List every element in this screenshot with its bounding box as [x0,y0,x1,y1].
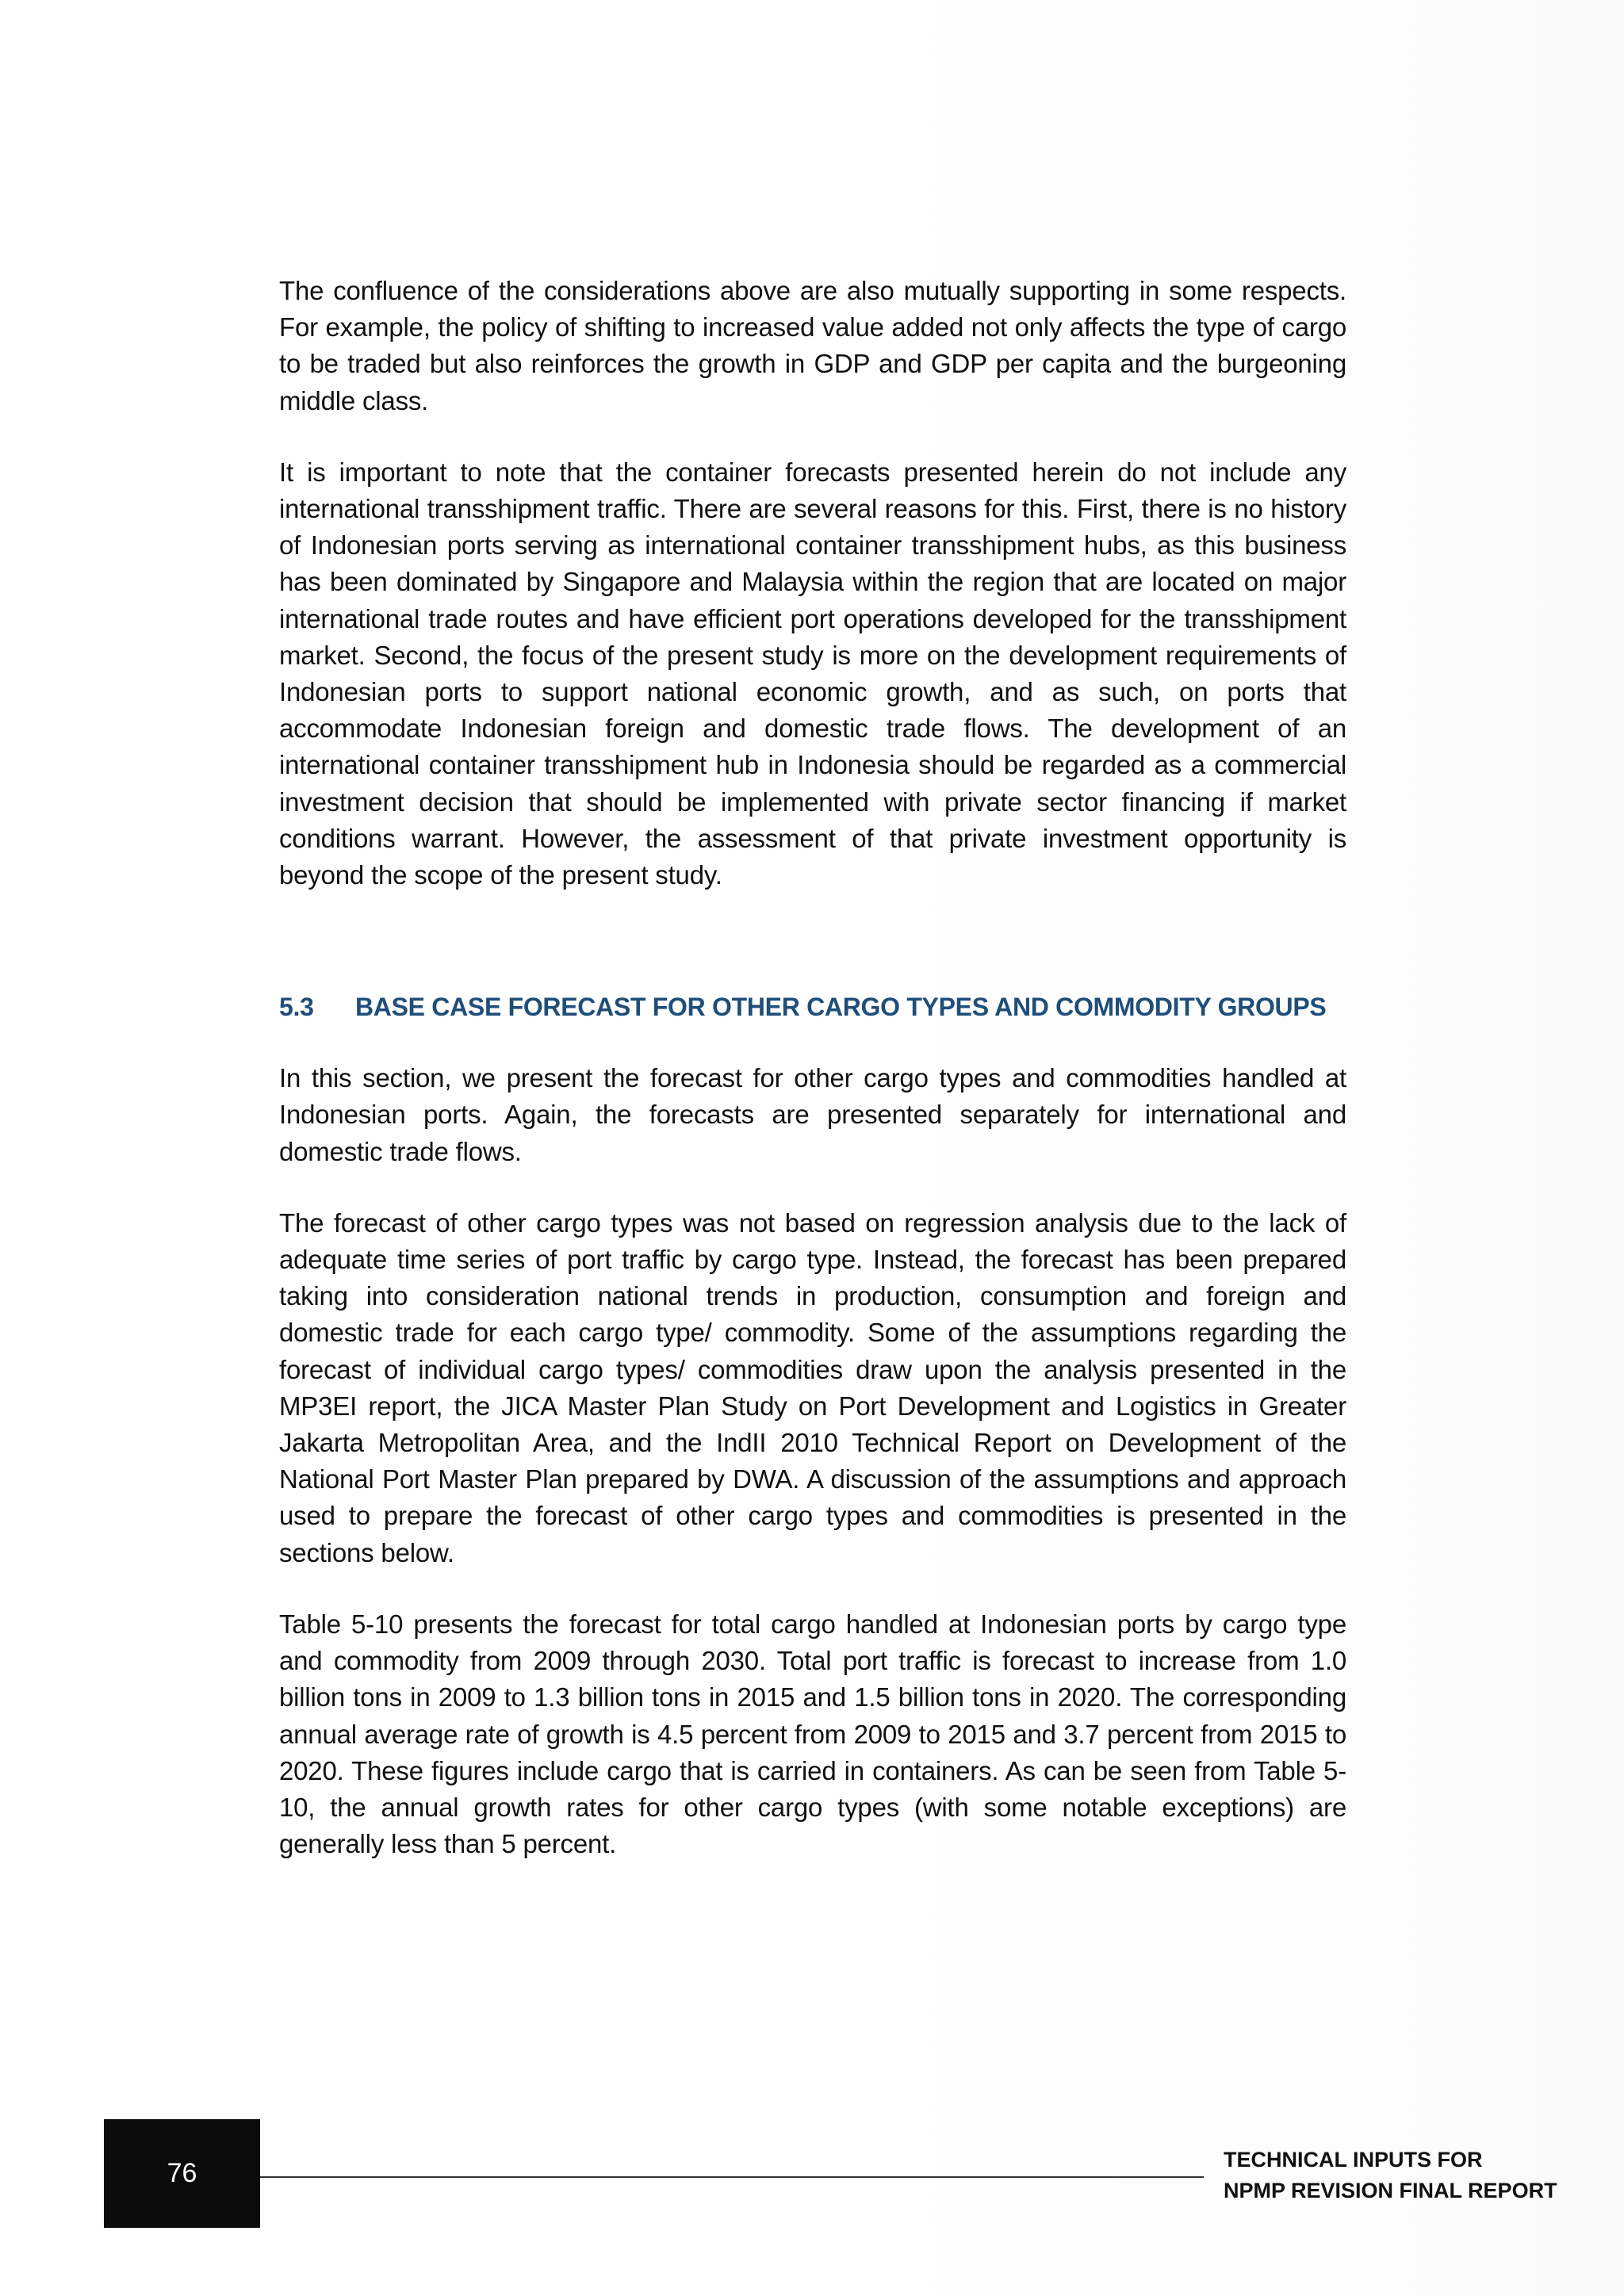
footer-title-line-2: NPMP REVISION FINAL REPORT [1224,2179,1557,2202]
section-title: BASE CASE FORECAST FOR OTHER CARGO TYPES AND COMMODITY GROUPS [355,993,1327,1022]
footer-report-title [1224,2145,1557,2206]
page-number-box [104,2119,260,2228]
paragraph-confluence: The confluence of the considerations above are also mutually supporting in some respects. For example, the policy of shifting to increased value added not only affects the type of cargo to be traded but also reinforces the growth in GDP and GDP per capita and the burgeoning middle class. [279,276,1346,415]
section-number: 5.3 [279,993,314,1022]
section-heading [279,989,1346,1025]
footer-divider [260,2176,1204,2178]
paragraph-forecast-method: The forecast of other cargo types was not based on regression analysis due to the lack of adequate time series of port traffic by cargo type. Instead, the forecast has been prepared taking into consideration national trends in production, consumption and foreign and domestic trade for each cargo type/ commodity. Some of the assumptions regarding the forecast of individual cargo types/ commodities draw upon the analysis presented in the MP3EI report, the JICA Master Plan Study on Port Development and Logistics in Greater Jakarta Metropolitan Area, and the IndII 2010 Technical Report on Development of the National Port Master Plan prepared by DWA. A discussion of the assumptions and approach used to prepare the forecast of other cargo types and commodities is presented in the sections below. [279,1207,1346,1567]
footer-title-line-1: TECHNICAL INPUTS FOR [1224,2148,1483,2172]
page-number: 76 [167,2158,197,2188]
paragraph-table-summary: Table 5-10 presents the forecast for total cargo handled at Indonesian ports by cargo type and commodity from 2009 through 2030. Total port traffic is forecast to increase from 1.0 billion tons in 2009 to 1.3 billion tons in 2015 and 1.5 billion tons in 2020. The corresponding annual average rate of growth is 4.5 percent from 2009 to 2015 and 3.7 percent from 2015 to 2020. These figures include cargo that is carried in containers. As can be seen from Table 5-10, the annual growth rates for other cargo types (with some notable exceptions) are generally less than 5 percent. [279,1609,1346,1859]
document-body [279,273,1346,1897]
paragraph-section-intro: In this section, we present the forecast for other cargo types and commodities handled at Indonesian ports. Again, the forecasts are presented separately for international and domestic trade flows. [279,1063,1346,1166]
paragraph-transshipment: It is important to note that the container forecasts presented herein do not include any international transshipment traffic. There are several reasons for this. First, there is no history of Indonesian ports serving as international container transshipment hubs, as this business has been dominated by Singapore and Malaysia within the region that are located on major international trade routes and have efficient port operations developed for the transshipment market. Second, the focus of the present study is more on the development requirements of Indonesian ports to support national economic growth, and as such, on ports that accommodate Indonesian foreign and domestic trade flows. The development of an international container transshipment hub in Indonesia should be regarded as a commercial investment decision that should be implemented with private sector financing if market conditions warrant. However, the assessment of that private investment opportunity is beyond the scope of the present study. [279,457,1346,890]
